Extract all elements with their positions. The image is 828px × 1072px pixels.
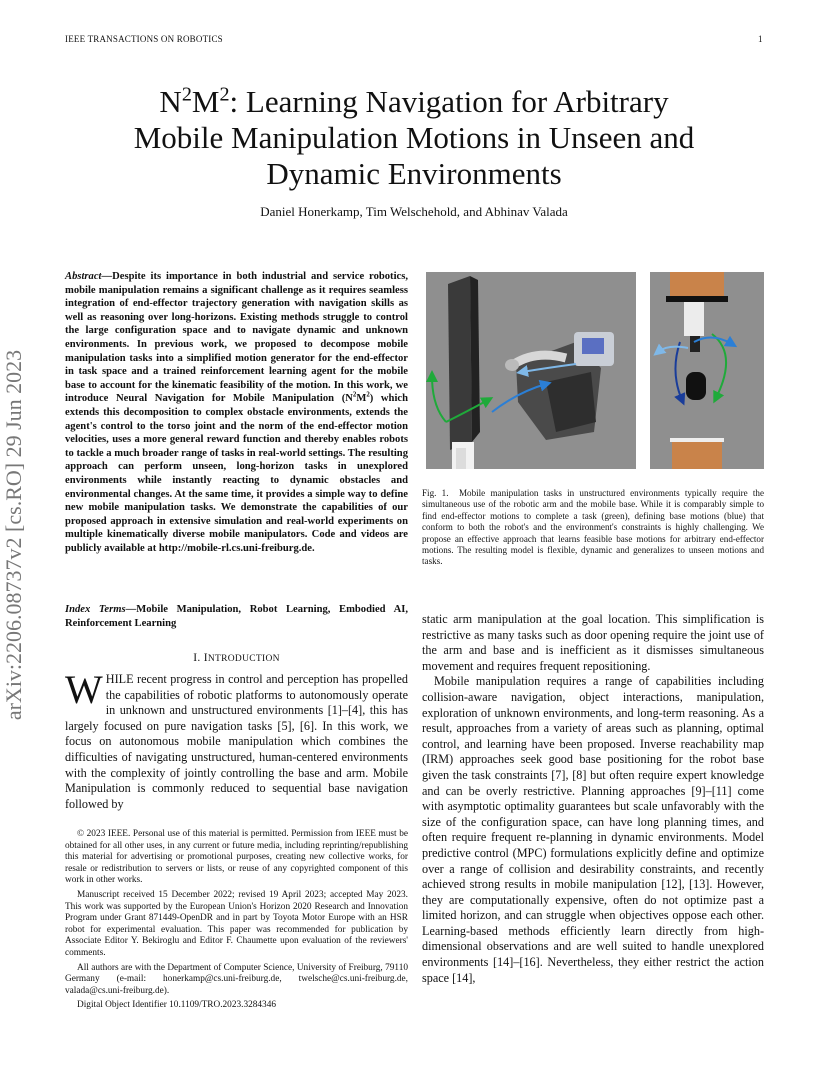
drop-cap: W — [65, 667, 103, 712]
footnotes — [65, 829, 408, 1015]
section-heading-introduction: I. INTRODUCTION — [193, 652, 280, 664]
paragraph: Mobile manipulation requires a range of capabilities including collision-aware navigation, object interactions, manipulation, exploration of unknown environments, and long-term reasoning. As a result, approaches from a variety of areas such as planning, optimal control, and learning have been proposed. Inverse reachability map (IRM) approaches seek good base positioning for the robot base given the task constraints [7], [8] but often require expert knowledge and can be overly restrictive. Planning approaches [9]–[11] come with asymptotic optimality guarantees but scale unfavorably with the size of the configuration space, can have long planning times, and often require frequent re-planning in dynamic environments. Model predictive control (MPC) formulations explicitly define and optimize over a range of collision and desirability constraints, and recently achieved strong results in mobile manipulation [12], [13]. However, they are computationally expensive, often do not optimize past a limited horizon, and can struggle when objectives oppose each other. Learning-based methods efficiently learn directly from high-dimensional observations and are well suited to handle unexplored environments [14]–[16]. Nevertheless, they either restrict the action space [14], — [422, 674, 764, 985]
introduction-text: WHILE recent progress in control and perception has propelled the capabilities of robotic platforms to autonomously operate in unknown and unstructured environments [1]–[4], this has largely focused on pure navigation tasks [5], [6]. In this work, we focus on autonomous mobile manipulation which combines the difficulties of navigating unstructured, human-centered environments with the complexity of jointly controlling the base and arm. Mobile Manipulation is commonly reduced to sequential base navigation followed by — [65, 667, 408, 811]
doi-note: Digital Object Identifier 10.1109/TRO.2023.3284346 — [77, 1000, 276, 1011]
index-terms-label: Index Terms — [65, 604, 126, 615]
paper-title: $N^2M^2$: Learning Navigation for Arbitrary Mobile Manipulation Motions in Unseen and Dynamic Environments — [133, 83, 695, 191]
figure-1 — [426, 272, 764, 469]
manuscript-note: Manuscript received 15 December 2022; revised 19 April 2023; accepted May 2023. This work was supported by the European Union's Horizon 2020 Research and Innovation Program under Grant 871449-OpenDR and in part by Toyota Motor Europe with an HSR robot for experimental evaluation. This paper was recommended for publication by Associate Editor Y. Bekiroglu and Editor F. Chaumette upon evaluation of the reviewers' comments. — [65, 889, 408, 958]
affiliation-note: All authors are with the Department of Computer Science, University of Freiburg, 79110 Germany (e-mail: honerkamp@cs.uni-freiburg.de, twelsche@cs.uni-freiburg.de, valada@cs.uni-freiburg.de). — [65, 962, 408, 996]
copyright-notice: © 2023 IEEE. Personal use of this material is permitted. Permission from IEEE must be obtained for all other uses, in any current or future media, including reprinting/republishing this material for advertising or promotional purposes, creating new collective works, for resale or redistribution to servers or lists, or reuse of any copyrighted component of this work in other works. — [65, 829, 408, 886]
figure-1-caption: Fig. 1. Mobile manipulation tasks in unstructured environments typically require the simultaneous use of the robotic arm and the mobile base. While it is comparably simple to find end-effector motions to complete a task (green), defining base motions (blue) that conform to both the robot's and the environment's constraints is highly challenging. We propose an effective approach that learns feasible base motions for arbitrary end-effector motions. The resulting model is flexible, dynamic and generalizes to unseen motions and tasks. — [422, 488, 765, 567]
page-number: 1 — [758, 34, 763, 44]
author-list: Daniel Honerkamp, Tim Welschehold, and Abhinav Valada — [260, 204, 568, 219]
index-terms: Index Terms—Mobile Manipulation, Robot Learning, Embodied AI, Reinforcement Learning — [65, 604, 408, 629]
figure-1-illustration — [426, 272, 764, 469]
right-column-text — [422, 612, 764, 986]
abstract-label: Abstract — [65, 271, 102, 282]
figure-label: Fig. 1. — [422, 488, 449, 498]
abstract: Abstract—Despite its importance in both industrial and service robotics, mobile manipulation remains a significant challenge as it requires seamless integration of end-effector trajectory generation with navigation skills as well as reasoning over long-horizons. Existing methods struggle to control the large configuration space and to navigate dynamic and unknown environments. In previous work, we proposed to decompose mobile manipulation tasks into a simplified motion generator for the end-effector in task space and a trained reinforcement learning agent for the mobile base to account for the kinematic feasibility of the motion. In this work, we introduce Neural Navigation for Mobile Manipulation $(N^2M^2)$ which extends this decomposition to complex obstacle environments, extends the agent's control to the torso joint and the norm of the end-effector motion velocities, uses a more general reward function and thereby enables robots to tackle a much broader range of tasks in real-world settings. The resulting approach can perform unseen, long-horizon tasks in unexplored environments while instantly reacting to dynamic obstacles and environmental changes. At the same time, it provides a simple way to define new mobile manipulation tasks. We demonstrate the capabilities of our proposed approach in extensive simulation and real-world experiments on multiple kinematically diverse mobile manipulators. Code and videos are publicly available at http://mobile-rl.cs.uni-freiburg.de. — [65, 271, 408, 554]
paragraph: static arm manipulation at the goal location. This simplification is restrictive as many tasks such as door opening require the joint use of the arm and base and is inefficient as it dismisses simultaneous movement and requires frequent repositioning. — [422, 612, 764, 673]
journal-header: IEEE TRANSACTIONS ON ROBOTICS — [65, 34, 223, 44]
arxiv-stamp: arXiv:2206.08737v2 [cs.RO] 29 Jun 2023 — [1, 349, 26, 721]
